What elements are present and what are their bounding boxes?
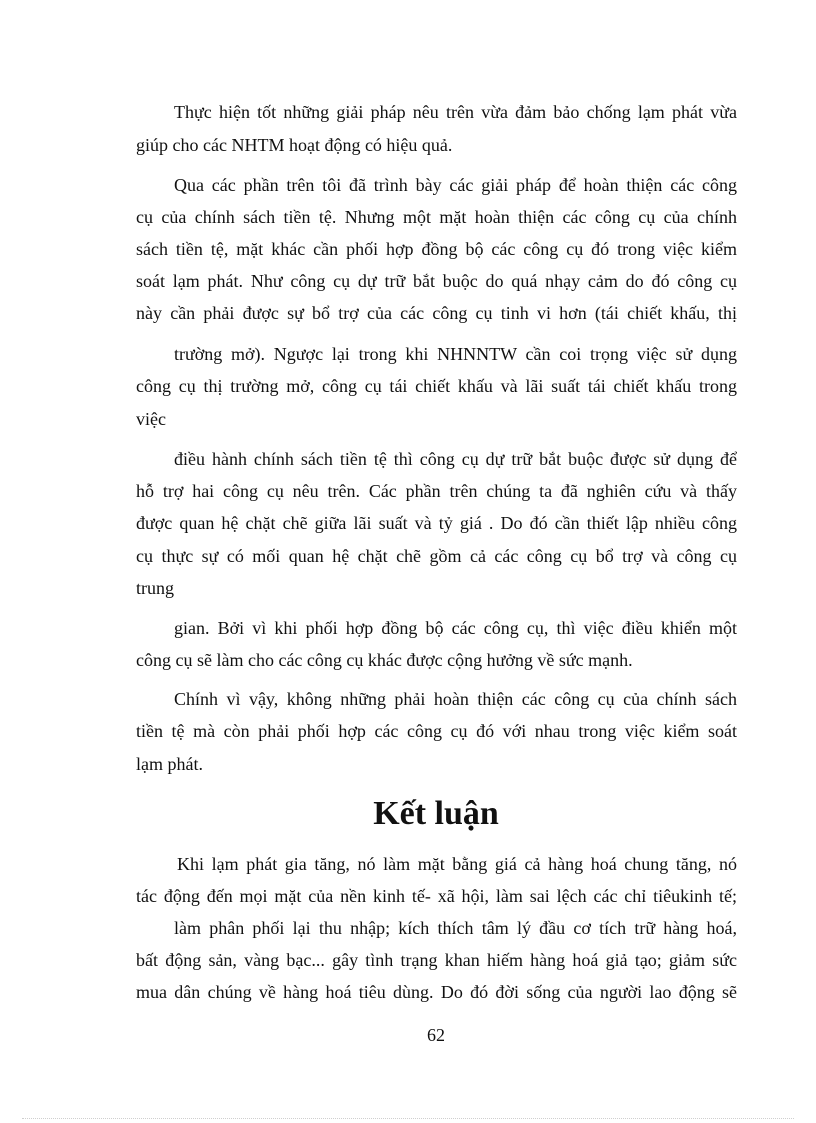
section-heading: Kết luận [373,795,499,832]
text-line-8: trường mở). Ngược lại trong khi NHNNTW cần coi trọng việc sử dụng [174,344,737,364]
text-line-22: tác động đến mọi mặt của nền kinh tế- xã hội, làm sai lệch các chỉ tiêukinh tế; [136,886,737,906]
text-line-19: tiền tệ mà còn phải phối hợp các công cụ đó với nhau trong việc kiểm soát [136,721,737,741]
text-line-14: cụ thực sự có mối quan hệ chặt chẽ gồm cả các công cụ bổ trợ và công cụ [136,546,737,566]
page-number: 62 [427,1025,445,1045]
text-line-10: việc [136,409,166,429]
text-line-13: được quan hệ chặt chẽ giữa lãi suất và tỷ giá . Do đó cần thiết lập nhiều công [136,513,737,533]
text-line-6: soát lạm phát. Như công cụ dự trữ bắt buộc do quá nhạy cảm do đó công cụ [136,271,737,291]
text-line-15: trung [136,578,174,598]
text-line-3: Qua các phần trên tôi đã trình bày các giải pháp để hoàn thiện các công [174,175,737,195]
text-line-5: sách tiền tệ, mặt khác cần phối hợp đồng bộ các công cụ đó trong việc kiểm [136,239,737,259]
text-line-7: này cần phải được sự bổ trợ của các công cụ tinh vi hơn (tái chiết khấu, thị [136,303,737,323]
text-line-9: công cụ thị trường mở, công cụ tái chiết khấu và lãi suất tái chiết khấu trong [136,376,737,396]
text-line-23: làm phân phối lại thu nhập; kích thích tâm lý đầu cơ tích trữ hàng hoá, [174,918,737,938]
text-line-16: gian. Bởi vì khi phối hợp đồng bộ các công cụ, thì việc điều khiển một [174,618,737,638]
page-bottom-divider [22,1118,794,1119]
text-line-12: hỗ trợ hai công cụ nêu trên. Các phần trên chúng ta đã nghiên cứu và thấy [136,481,737,501]
text-line-18: Chính vì vậy, không những phải hoàn thiện các công cụ của chính sách [174,689,737,709]
text-line-24: bất động sản, vàng bạc... gây tình trạng khan hiếm hàng hoá giả tạo; giảm sức [136,950,737,970]
text-line-25: mua dân chúng về hàng hoá tiêu dùng. Do đó đời sống của người lao động sẽ [136,982,737,1002]
text-line-11: điều hành chính sách tiền tệ thì công cụ dự trữ bắt buộc được sử dụng để [174,449,737,469]
text-line-4: cụ của chính sách tiền tệ. Nhưng một mặt hoàn thiện các công cụ của chính [136,207,737,227]
text-line-20: lạm phát. [136,754,203,774]
text-line-2: giúp cho các NHTM hoạt động có hiệu quả. [136,135,453,155]
text-line-17: công cụ sẽ làm cho các công cụ khác được cộng hưởng về sức mạnh. [136,650,633,670]
text-line-1: Thực hiện tốt những giải pháp nêu trên vừa đảm bảo chống lạm phát vừa [174,102,737,122]
text-line-21: Khi lạm phát gia tăng, nó làm mặt bằng giá cả hàng hoá chung tăng, nó [177,854,737,874]
